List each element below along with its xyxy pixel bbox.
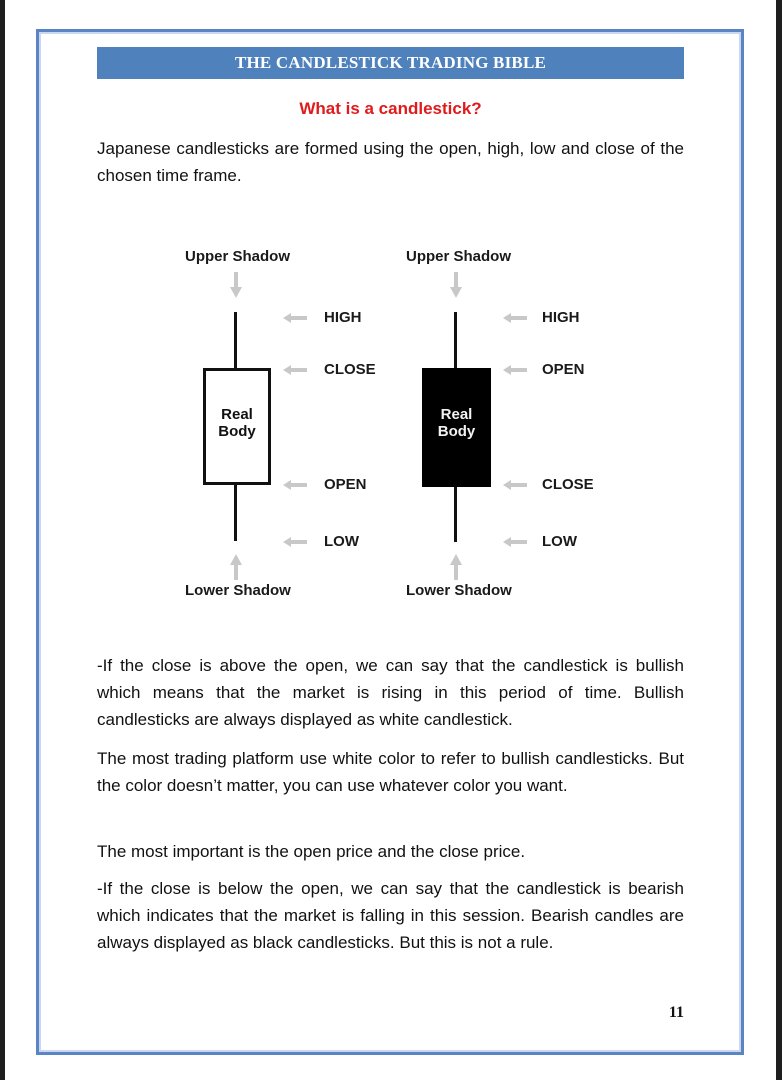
intro-paragraph: Japanese candlesticks are formed using the open, high, low and close of the chosen time frame. — [97, 139, 684, 185]
bullish-body-label — [203, 406, 271, 440]
candlestick-diagram — [170, 240, 620, 610]
arrow-left-icon — [283, 313, 307, 323]
bullish-upper-wick — [234, 312, 237, 370]
bullish-label-close: CLOSE — [324, 361, 376, 378]
bearish-lower-shadow-label: Lower Shadow — [406, 582, 512, 599]
arrow-up-icon — [230, 554, 242, 580]
bearish-label-close: CLOSE — [542, 476, 594, 493]
section-title: What is a candlestick? — [299, 99, 482, 118]
bearish-upper-shadow-label: Upper Shadow — [406, 248, 512, 265]
bullish-lower-wick — [234, 485, 237, 541]
arrow-left-icon — [283, 537, 307, 547]
paragraph-important: The most important is the open price and the close price. — [97, 842, 526, 861]
bearish-upper-wick — [454, 312, 457, 370]
bullish-label-high: HIGH — [324, 309, 362, 326]
arrow-up-icon — [450, 554, 462, 580]
arrow-down-icon — [230, 272, 242, 298]
bearish-label-open: OPEN — [542, 361, 585, 378]
arrow-left-icon — [283, 365, 307, 375]
bearish-body-label — [422, 406, 491, 440]
bullish-label-low: LOW — [324, 533, 359, 550]
body-label-line2: Body — [218, 423, 256, 440]
arrow-left-icon — [283, 480, 307, 490]
arrow-left-icon — [503, 480, 527, 490]
screen-edge-left — [0, 0, 5, 1080]
page-number: 11 — [668, 1004, 684, 1021]
arrow-left-icon — [503, 537, 527, 547]
body-label-line2: Body — [437, 423, 476, 440]
paragraph-bearish: -If the close is below the open, we can say that the candlestick is bearish which indicates that the market is falling in this session. Bearish candles are always displayed as black candlesticks. But this is not a rule. — [97, 879, 684, 952]
paragraph-colors: The most trading platform use white color to refer to bullish candlesticks. But the color doesn’t matter, you can use whatever color you want. — [97, 749, 684, 795]
screen-edge-right — [776, 0, 782, 1080]
body-label-line1: Real — [221, 406, 253, 423]
body-label-line1: Real — [440, 406, 473, 423]
bearish-lower-wick — [454, 487, 457, 542]
bearish-label-low: LOW — [542, 533, 577, 550]
bearish-label-high: HIGH — [542, 309, 580, 326]
bullish-label-open: OPEN — [324, 476, 367, 493]
bullish-upper-shadow-label: Upper Shadow — [185, 248, 291, 265]
arrow-left-icon — [503, 365, 527, 375]
book-title-banner: THE CANDLESTICK TRADING BIBLE — [97, 47, 684, 79]
arrow-down-icon — [450, 272, 462, 298]
paragraph-bullish: -If the close is above the open, we can say that the candlestick is bullish which means that the market is rising in this period of time. Bullish candlesticks are always displayed as white candlestick. — [97, 656, 684, 729]
bullish-lower-shadow-label: Lower Shadow — [185, 582, 291, 599]
arrow-left-icon — [503, 313, 527, 323]
